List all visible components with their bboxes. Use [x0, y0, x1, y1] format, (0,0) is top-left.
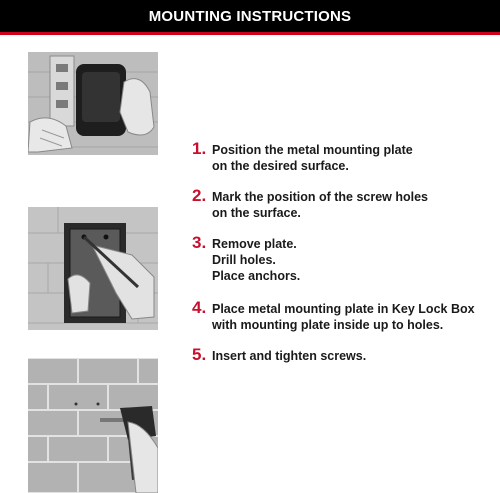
step-text-line: Mark the position of the screw holes: [212, 190, 429, 204]
hands-lockbox-illustration: [28, 52, 158, 155]
drill-illustration: [28, 358, 158, 493]
step-text-line: Remove plate.: [212, 237, 297, 251]
header-bar: [0, 0, 500, 32]
step-number: 5.: [192, 345, 207, 364]
step-2: [192, 188, 497, 221]
pencil-marking-illustration: [28, 207, 158, 330]
header-accent-line: [0, 32, 500, 35]
step-number: 3.: [192, 233, 207, 252]
photo-pencil-marking-holes: [28, 207, 158, 330]
step-3: [192, 235, 497, 284]
step-text-line: Insert and tighten screws.: [212, 349, 367, 363]
step-text-line: on the surface.: [212, 206, 301, 220]
step-text-line: Drill holes.: [212, 253, 276, 267]
page-title: MOUNTING INSTRUCTIONS: [148, 8, 352, 25]
step-text-line: Position the metal mounting plate: [212, 143, 413, 157]
step-1: [192, 141, 497, 174]
step-5: [192, 347, 497, 364]
step-text-line: Place anchors.: [212, 269, 301, 283]
step-text-line: with mounting plate inside up to holes.: [212, 318, 444, 332]
step-text-line: on the desired surface.: [212, 159, 349, 173]
step-number: 2.: [192, 186, 207, 205]
step-text-line: Place metal mounting plate in Key Lock Box: [212, 302, 475, 316]
photo-drill-on-brick-wall: [28, 358, 158, 493]
step-4: [192, 300, 497, 333]
step-number: 1.: [192, 139, 207, 158]
photo-hands-holding-lockbox: [28, 52, 158, 155]
step-number: 4.: [192, 298, 207, 317]
